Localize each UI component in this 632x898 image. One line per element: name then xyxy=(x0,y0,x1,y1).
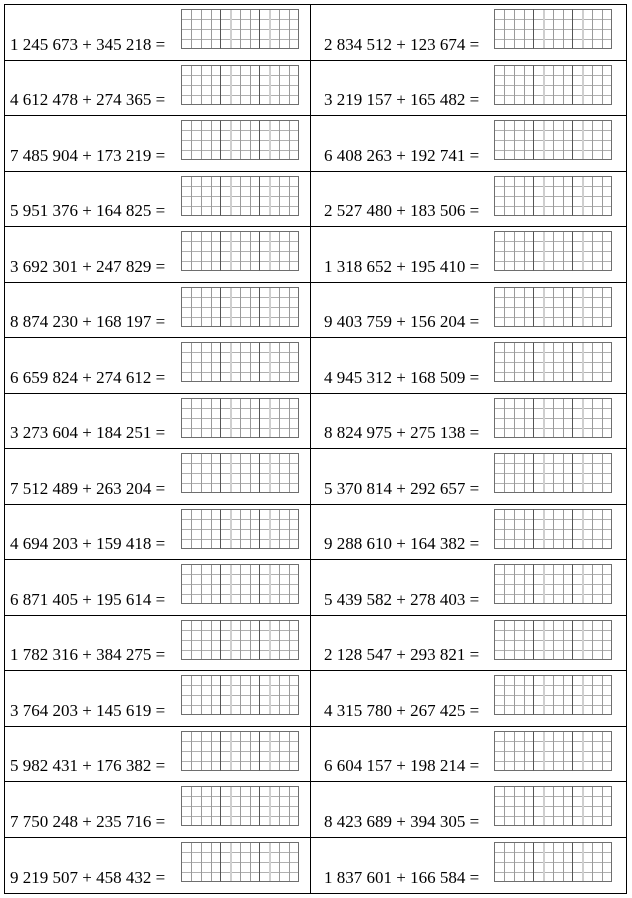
answer-digit-group[interactable] xyxy=(220,120,260,160)
answer-digit-group[interactable] xyxy=(494,731,534,771)
answer-grid[interactable] xyxy=(181,398,301,438)
answer-digit-group[interactable] xyxy=(533,176,573,216)
answer-digit-group[interactable] xyxy=(494,9,534,49)
answer-grid[interactable] xyxy=(181,342,301,382)
answer-grid[interactable] xyxy=(494,287,614,327)
answer-digit-group[interactable] xyxy=(181,675,221,715)
problem-cell-left xyxy=(5,116,311,172)
addition-expression: 1 245 673 + 345 218 = xyxy=(10,34,166,54)
answer-grid[interactable] xyxy=(181,9,301,49)
answer-digit-group[interactable] xyxy=(259,564,299,604)
addition-expression: 5 982 431 + 176 382 = xyxy=(10,756,166,775)
problem-cell-left xyxy=(5,283,311,339)
answer-digit-group[interactable] xyxy=(259,509,299,549)
answer-grid[interactable] xyxy=(181,564,301,604)
answer-digit-group[interactable] xyxy=(181,398,221,438)
problem-cell-left xyxy=(5,227,311,283)
answer-digit-group[interactable] xyxy=(494,120,534,160)
answer-grid[interactable] xyxy=(494,509,614,549)
answer-digit-group[interactable] xyxy=(181,564,221,604)
problem-cell-left xyxy=(5,616,311,672)
addition-expression: 9 219 507 + 458 432 = xyxy=(10,868,166,887)
problem-cell-right xyxy=(311,172,626,228)
problem-cell-left xyxy=(5,5,311,61)
answer-grid[interactable] xyxy=(181,287,301,327)
answer-digit-group[interactable] xyxy=(181,287,221,327)
answer-digit-group[interactable] xyxy=(533,231,573,271)
problem-cell-left xyxy=(5,671,311,727)
answer-digit-group[interactable] xyxy=(572,65,612,105)
answer-digit-group[interactable] xyxy=(533,398,573,438)
problem-cell-right xyxy=(311,616,626,672)
problem-cell-left xyxy=(5,449,311,505)
problem-cell-left xyxy=(5,782,311,838)
addition-expression: 1 782 316 + 384 275 = xyxy=(10,645,166,664)
answer-digit-group[interactable] xyxy=(533,65,573,105)
answer-digit-group[interactable] xyxy=(572,176,612,216)
addition-expression: 4 612 478 + 274 365 = xyxy=(10,90,166,109)
addition-expression: 4 694 203 + 159 418 = xyxy=(10,534,166,553)
answer-digit-group[interactable] xyxy=(494,675,534,715)
answer-digit-group[interactable] xyxy=(572,9,612,49)
problem-cell-right xyxy=(311,227,626,283)
answer-digit-group[interactable] xyxy=(533,287,573,327)
addition-worksheet xyxy=(4,4,627,894)
answer-digit-group[interactable] xyxy=(220,65,260,105)
answer-grid[interactable] xyxy=(181,620,301,660)
answer-digit-group[interactable] xyxy=(181,65,221,105)
addition-expression: 4 315 780 + 267 425 = xyxy=(324,700,480,720)
addition-expression: 3 692 301 + 247 829 = xyxy=(10,256,166,276)
answer-digit-group[interactable] xyxy=(259,287,299,327)
answer-digit-group[interactable] xyxy=(220,453,260,493)
answer-digit-group[interactable] xyxy=(220,231,260,271)
answer-digit-group[interactable] xyxy=(494,65,534,105)
answer-digit-group[interactable] xyxy=(533,9,573,49)
answer-digit-group[interactable] xyxy=(533,731,573,771)
answer-grid[interactable] xyxy=(181,675,301,715)
problem-cell-left xyxy=(5,838,311,894)
answer-grid[interactable] xyxy=(181,786,301,826)
problem-cell-right xyxy=(311,5,626,61)
addition-expression: 6 408 263 + 192 741 = xyxy=(324,145,480,165)
answer-digit-group[interactable] xyxy=(494,398,534,438)
answer-grid[interactable] xyxy=(181,120,301,160)
problem-cell-right xyxy=(311,283,626,339)
answer-digit-group[interactable] xyxy=(572,564,612,604)
answer-digit-group[interactable] xyxy=(259,120,299,160)
answer-digit-group[interactable] xyxy=(259,731,299,771)
answer-digit-group[interactable] xyxy=(220,398,260,438)
problem-cell-right xyxy=(311,449,626,505)
problem-cell-left xyxy=(5,172,311,228)
answer-digit-group[interactable] xyxy=(181,842,221,882)
answer-grid[interactable] xyxy=(494,120,614,160)
problem-cell-right xyxy=(311,505,626,561)
addition-expression: 1 318 652 + 195 410 = xyxy=(324,256,480,276)
answer-digit-group[interactable] xyxy=(181,120,221,160)
answer-grid[interactable] xyxy=(494,620,614,660)
answer-digit-group[interactable] xyxy=(259,675,299,715)
addition-expression: 7 750 248 + 235 716 = xyxy=(10,811,166,831)
addition-expression: 3 219 157 + 165 482 = xyxy=(324,90,480,109)
problem-cell-left xyxy=(5,560,311,616)
answer-grid[interactable] xyxy=(181,231,301,271)
problem-cell-right xyxy=(311,727,626,783)
addition-expression: 7 512 489 + 263 204 = xyxy=(10,478,166,498)
answer-digit-group[interactable] xyxy=(572,231,612,271)
answer-digit-group[interactable] xyxy=(181,231,221,271)
answer-digit-group[interactable] xyxy=(220,731,260,771)
answer-digit-group[interactable] xyxy=(259,453,299,493)
answer-digit-group[interactable] xyxy=(494,564,534,604)
answer-digit-group[interactable] xyxy=(220,564,260,604)
addition-expression: 2 834 512 + 123 674 = xyxy=(324,34,480,54)
addition-expression: 9 403 759 + 156 204 = xyxy=(324,312,480,331)
answer-digit-group[interactable] xyxy=(181,731,221,771)
answer-digit-group[interactable] xyxy=(259,231,299,271)
answer-grid[interactable] xyxy=(494,731,614,771)
addition-expression: 8 423 689 + 394 305 = xyxy=(324,811,480,831)
answer-digit-group[interactable] xyxy=(494,620,534,660)
addition-expression: 6 871 405 + 195 614 = xyxy=(10,589,166,609)
answer-digit-group[interactable] xyxy=(220,176,260,216)
answer-digit-group[interactable] xyxy=(572,287,612,327)
answer-digit-group[interactable] xyxy=(533,786,573,826)
problem-cell-right xyxy=(311,61,626,117)
answer-grid[interactable] xyxy=(494,842,614,882)
answer-grid[interactable] xyxy=(181,65,301,105)
answer-grid[interactable] xyxy=(494,675,614,715)
answer-digit-group[interactable] xyxy=(181,509,221,549)
answer-digit-group[interactable] xyxy=(494,342,534,382)
answer-digit-group[interactable] xyxy=(572,342,612,382)
addition-expression: 3 764 203 + 145 619 = xyxy=(10,700,166,720)
problem-cell-left xyxy=(5,727,311,783)
answer-digit-group[interactable] xyxy=(494,176,534,216)
answer-digit-group[interactable] xyxy=(572,786,612,826)
addition-expression: 5 370 814 + 292 657 = xyxy=(324,478,480,498)
problem-cell-left xyxy=(5,61,311,117)
answer-digit-group[interactable] xyxy=(259,176,299,216)
answer-grid[interactable] xyxy=(494,342,614,382)
answer-digit-group[interactable] xyxy=(259,342,299,382)
addition-expression: 7 485 904 + 173 219 = xyxy=(10,145,166,165)
problem-cell-left xyxy=(5,394,311,450)
answer-grid[interactable] xyxy=(494,9,614,49)
problem-cell-right xyxy=(311,671,626,727)
addition-expression: 5 951 376 + 164 825 = xyxy=(10,201,166,220)
answer-digit-group[interactable] xyxy=(181,176,221,216)
answer-digit-group[interactable] xyxy=(181,620,221,660)
answer-digit-group[interactable] xyxy=(494,453,534,493)
problem-cell-left xyxy=(5,338,311,394)
answer-digit-group[interactable] xyxy=(220,842,260,882)
addition-expression: 6 604 157 + 198 214 = xyxy=(324,756,480,775)
answer-digit-group[interactable] xyxy=(533,509,573,549)
answer-digit-group[interactable] xyxy=(220,620,260,660)
answer-grid[interactable] xyxy=(181,731,301,771)
answer-digit-group[interactable] xyxy=(533,620,573,660)
answer-digit-group[interactable] xyxy=(259,620,299,660)
answer-digit-group[interactable] xyxy=(494,786,534,826)
answer-digit-group[interactable] xyxy=(494,287,534,327)
answer-digit-group[interactable] xyxy=(220,9,260,49)
answer-digit-group[interactable] xyxy=(181,453,221,493)
answer-digit-group[interactable] xyxy=(181,9,221,49)
problem-cell-left xyxy=(5,505,311,561)
answer-digit-group[interactable] xyxy=(494,842,534,882)
answer-digit-group[interactable] xyxy=(259,9,299,49)
addition-expression: 8 824 975 + 275 138 = xyxy=(324,423,480,442)
answer-digit-group[interactable] xyxy=(572,398,612,438)
answer-grid[interactable] xyxy=(494,786,614,826)
answer-digit-group[interactable] xyxy=(533,453,573,493)
answer-grid[interactable] xyxy=(494,65,614,105)
answer-grid[interactable] xyxy=(494,231,614,271)
answer-digit-group[interactable] xyxy=(572,842,612,882)
answer-digit-group[interactable] xyxy=(572,509,612,549)
addition-expression: 3 273 604 + 184 251 = xyxy=(10,423,166,442)
answer-digit-group[interactable] xyxy=(572,675,612,715)
answer-digit-group[interactable] xyxy=(494,509,534,549)
answer-grid[interactable] xyxy=(181,453,301,493)
answer-digit-group[interactable] xyxy=(572,620,612,660)
answer-grid[interactable] xyxy=(181,176,301,216)
answer-digit-group[interactable] xyxy=(533,564,573,604)
problem-cell-right xyxy=(311,560,626,616)
addition-expression: 9 288 610 + 164 382 = xyxy=(324,534,480,553)
addition-expression: 6 659 824 + 274 612 = xyxy=(10,367,166,387)
answer-digit-group[interactable] xyxy=(259,786,299,826)
answer-grid[interactable] xyxy=(494,564,614,604)
answer-digit-group[interactable] xyxy=(533,120,573,160)
answer-grid[interactable] xyxy=(494,176,614,216)
answer-digit-group[interactable] xyxy=(220,509,260,549)
answer-digit-group[interactable] xyxy=(572,731,612,771)
answer-digit-group[interactable] xyxy=(572,120,612,160)
problem-cell-right xyxy=(311,394,626,450)
answer-digit-group[interactable] xyxy=(259,65,299,105)
answer-digit-group[interactable] xyxy=(220,342,260,382)
answer-digit-group[interactable] xyxy=(533,342,573,382)
addition-expression: 5 439 582 + 278 403 = xyxy=(324,589,480,609)
answer-digit-group[interactable] xyxy=(259,398,299,438)
answer-digit-group[interactable] xyxy=(494,231,534,271)
addition-expression: 1 837 601 + 166 584 = xyxy=(324,868,480,887)
problem-cell-right xyxy=(311,782,626,838)
addition-expression: 2 527 480 + 183 506 = xyxy=(324,201,480,220)
answer-digit-group[interactable] xyxy=(220,786,260,826)
problem-cell-right xyxy=(311,838,626,894)
addition-expression: 8 874 230 + 168 197 = xyxy=(10,312,166,331)
answer-digit-group[interactable] xyxy=(259,842,299,882)
answer-digit-group[interactable] xyxy=(181,786,221,826)
problem-cell-right xyxy=(311,116,626,172)
answer-grid[interactable] xyxy=(494,398,614,438)
answer-digit-group[interactable] xyxy=(181,342,221,382)
problem-cell-right xyxy=(311,338,626,394)
answer-digit-group[interactable] xyxy=(533,842,573,882)
answer-digit-group[interactable] xyxy=(220,287,260,327)
answer-grid[interactable] xyxy=(181,509,301,549)
answer-digit-group[interactable] xyxy=(220,675,260,715)
answer-digit-group[interactable] xyxy=(533,675,573,715)
answer-grid[interactable] xyxy=(494,453,614,493)
answer-digit-group[interactable] xyxy=(572,453,612,493)
answer-grid[interactable] xyxy=(181,842,301,882)
addition-expression: 2 128 547 + 293 821 = xyxy=(324,645,480,664)
addition-expression: 4 945 312 + 168 509 = xyxy=(324,367,480,387)
